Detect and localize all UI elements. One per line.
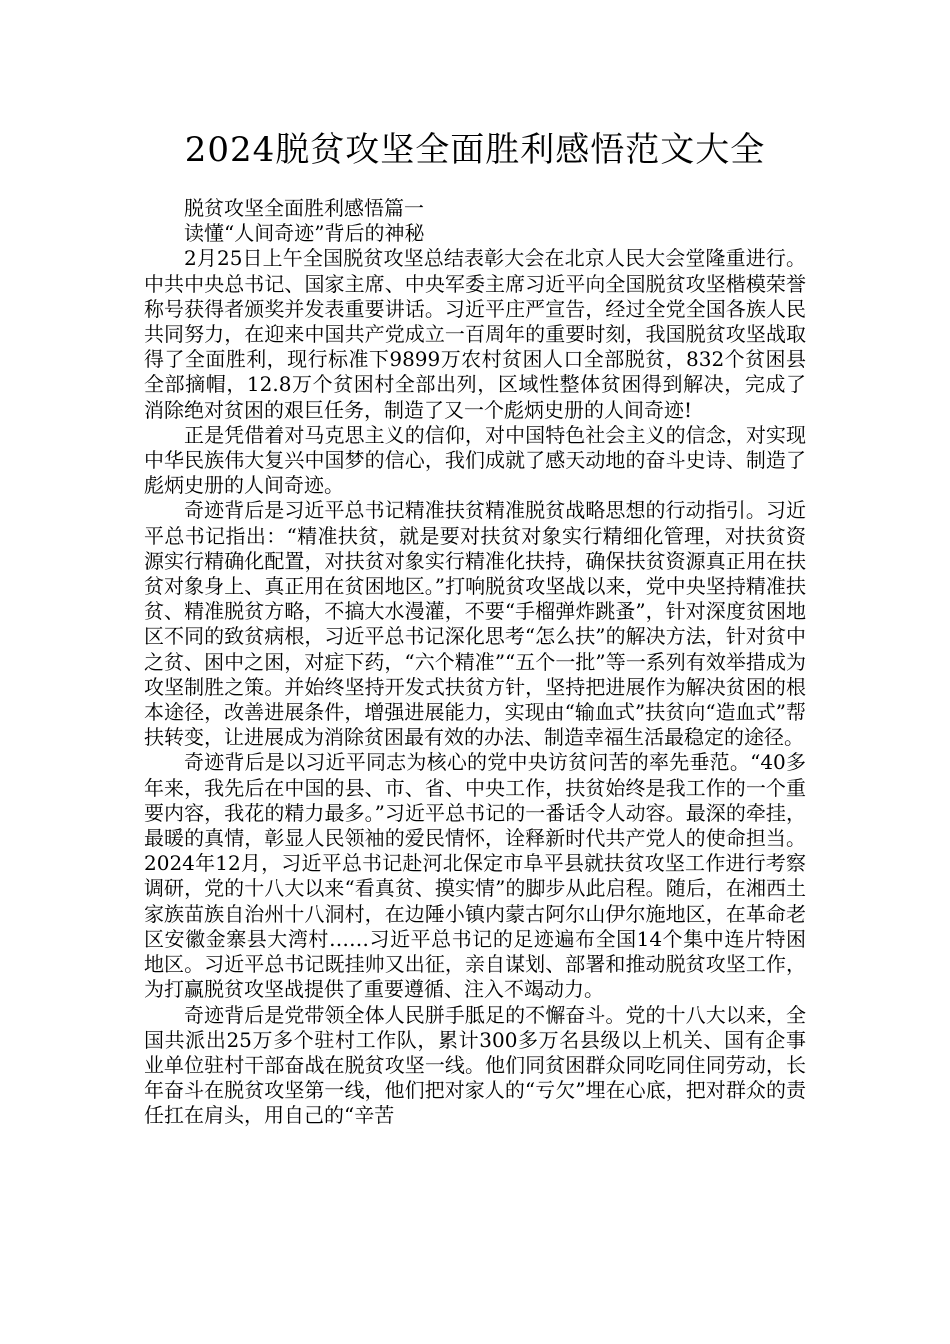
paragraph: 奇迹背后是党带领全体人民胼手胝足的不懈奋斗。党的十八大以来，全国共派出25万多个驻村工作队，累计300多万名县级以上机关、国有企事业单位驻村干部奋战在脱贫攻坚一线。他们同贫困群众同吃同住同劳动，长年奋斗在脱贫攻坚第一线，他们把对家人的“亏欠”埋在心底，把对群众的责任扛在肩头，用自己的“辛苦 — [144, 1002, 806, 1128]
document-body — [144, 196, 806, 1129]
paragraph: 奇迹背后是以习近平同志为核心的党中央访贫问苦的率先垂范。“40多年来，我先后在中国的县、市、省、中央工作，扶贫始终是我工作的一个重要内容，我花的精力最多。”习近平总书记的一番话令人动容。最深的牵挂，最暖的真情，彰显人民领袖的爱民情怀，诠释新时代共产党人的使命担当。2024年12月，习近平总书记赴河北保定市阜平县就扶贫攻坚工作进行考察调研，党的十八大以来“看真贫、摸实情”的脚步从此启程。随后，在湘西土家族苗族自治州十八洞村，在边陲小镇内蒙古阿尔山伊尔施地区，在革命老区安徽金寨县大湾村……习近平总书记的足迹遍布全国14个集中连片特困地区。习近平总书记既挂帅又出征，亲自谋划、部署和推动脱贫攻坚工作，为打赢脱贫攻坚战提供了重要遵循、注入不竭动力。 — [144, 750, 806, 1002]
paragraph: 正是凭借着对马克思主义的信仰，对中国特色社会主义的信念，对实现中华民族伟大复兴中国梦的信心，我们成就了感天动地的奋斗史诗、制造了彪炳史册的人间奇迹。 — [144, 422, 806, 498]
paragraph: 2月25日上午全国脱贫攻坚总结表彰大会在北京人民大会堂隆重进行。中共中央总书记、国家主席、中央军委主席习近平向全国脱贫攻坚楷模荣誉称号获得者颁奖并发表重要讲话。习近平庄严宣告，经过全党全国各族人民共同努力，在迎来中国共产党成立一百周年的重要时刻，我国脱贫攻坚战取得了全面胜利，现行标准下9899万农村贫困人口全部脱贫，832个贫困县全部摘帽，12.8万个贫困村全部出列，区域性整体贫困得到解决，完成了消除绝对贫困的艰巨任务，制造了又一个彪炳史册的人间奇迹! — [144, 246, 806, 422]
article-subtitle: 读懂“人间奇迹”背后的神秘 — [184, 221, 425, 246]
document-title: 2024脱贫攻坚全面胜利感悟范文大全 — [184, 130, 766, 170]
section-heading: 脱贫攻坚全面胜利感悟篇一 — [184, 196, 424, 220]
paragraph: 奇迹背后是习近平总书记精准扶贫精准脱贫战略思想的行动指引。习近平总书记指出：“精准扶贫，就是要对扶贫对象实行精细化管理，对扶贫资源实行精确化配置，对扶贫对象实行精准化扶持，确保扶贫资源真正用在扶贫对象身上、真正用在贫困地区。”打响脱贫攻坚战以来，党中央坚持精准扶贫、精准脱贫方略，不搞大水漫灌，不要“手榴弹炸跳蚤”，针对深度贫困地区不同的致贫病根，习近平总书记深化思考“怎么扶”的解决方法，针对贫中之贫、困中之困，对症下药，“六个精准”“五个一批”等一系列有效举措成为攻坚制胜之策。并始终坚持开发式扶贫方针，坚持把进展作为解决贫困的根本途径，改善进展条件，增强进展能力，实现由“输血式”扶贫向“造血式”帮扶转变，让进展成为消除贫困最有效的办法、制造幸福生活最稳定的途径。 — [144, 498, 806, 750]
